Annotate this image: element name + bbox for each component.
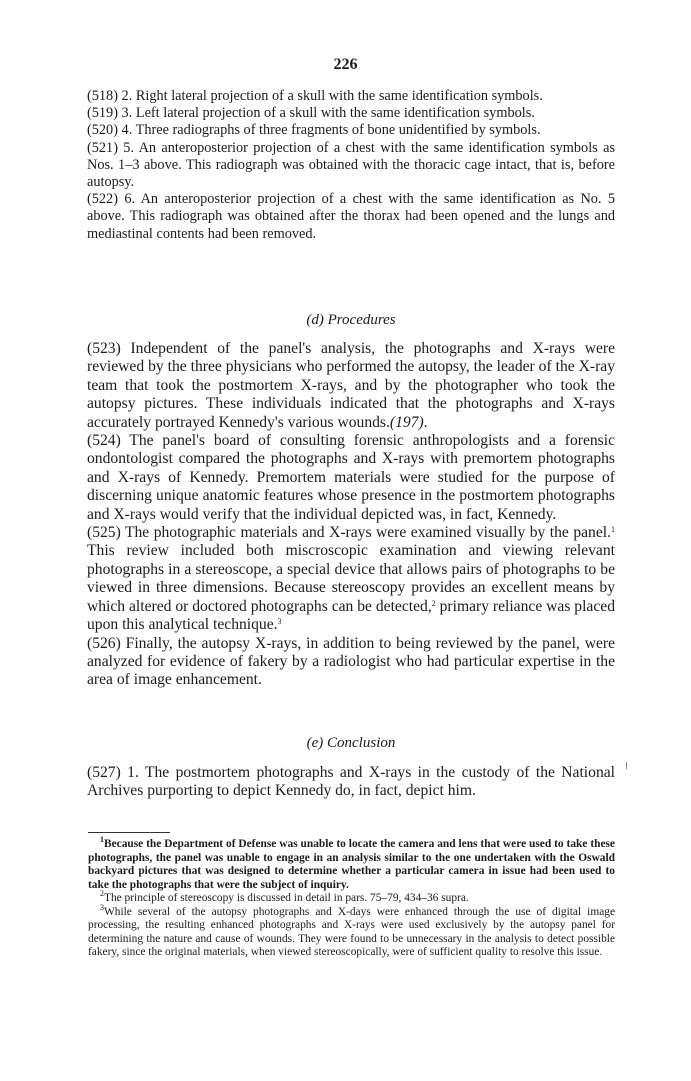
footnote-2 <box>88 889 615 906</box>
paragraph-523-text: (523) Independent of the panel's analysis, the photographs and X-rays were reviewed by the three physicians who performed the autopsy, the leader of the X-ray team that took the postmortem X-rays, and by the photographer who took the autopsy pictures. These individuals indicated that the photographs and X-rays accurately portrayed Kennedy's various wounds. <box>87 340 615 431</box>
footnote-3 <box>88 902 615 960</box>
footnote-2-text: The principle of stereoscopy is discussed in detail in pars. 75–79, 434–36 supra. <box>104 892 469 904</box>
paragraph-523-end: . <box>423 413 428 431</box>
reference-197: (197) <box>389 413 424 431</box>
paragraph-525-part2: This review included both miscroscopic examination and viewing relevant photographs in a stereoscope, a special device that allows pairs of photographs to be viewed in three dimensions. Because stereoscopy provides an excellent means by which altered or doctored photographs can be detected, <box>87 542 615 615</box>
paragraph-526: (526) Finally, the autopsy X-rays, in addition to being reviewed by the panel, were analyzed for evidence of fakery by a radiologist who had particular expertise in the area of image enhancement. <box>87 634 615 689</box>
stray-mark <box>626 762 627 769</box>
footnote-mark-2: 2 <box>100 889 104 898</box>
footnote-ref-2: 2 <box>431 598 436 608</box>
footnote-3-text: While several of the autopsy photographs and X-days were enhanced through the use of digital image processing, the resulting enhanced photographs and X-rays were used exclusively by the autopsy panel for determining the nature and cause of wounds. They were found to be unnecessary in the analysis to detect possible fakery, since the original materials, when viewed stereoscopically, were of sufficient quality to resolve this issue. <box>88 905 615 958</box>
conclusion-section <box>87 764 615 801</box>
paragraph-524: (524) The panel's board of consulting forensic anthropologists and a forensic ondontologist compared the photographs and X-rays with premortem photographs and X-rays of Kennedy. Premortem materials were studied for the purpose of discerning unique anatomic features whose presence in the postmortem photographs and X-rays would verify that the individual depicted was, in fact, Kennedy. <box>87 432 615 523</box>
footnote-1-text: Because the Department of Defense was unable to locate the camera and lens that were used to take these photographs, the panel was unable to engage in an analysis similar to the one undertaken with the Oswald backyard pictures that was designed to determine whether a particular camera in issue had been used to take the photographs that were the subject of inquiry. <box>88 838 615 891</box>
footnote-mark-1: 1 <box>100 835 104 844</box>
list-item-521: (521) 5. An anteroposterior projection of a chest with the same identification symbols as Nos. 1–3 above. This radiograph was obtained with the thoracic cage intact, that is, before autopsy. <box>87 139 615 191</box>
footnote-ref-3: 3 <box>277 617 282 627</box>
footnotes <box>88 835 615 960</box>
footnote-divider <box>88 832 170 833</box>
radiograph-list <box>87 88 615 243</box>
section-heading-conclusion: (e) Conclusion <box>306 735 396 751</box>
page-number: 226 <box>333 56 358 73</box>
paragraph-525 <box>87 524 615 634</box>
list-item-520: (520) 4. Three radiographs of three fragments of bone unidentified by symbols. <box>87 122 541 139</box>
section-heading-procedures: (d) Procedures <box>306 312 396 328</box>
list-item-518: (518) 2. Right lateral projection of a skull with the same identification symbols. <box>87 88 543 104</box>
footnote-1 <box>88 835 615 892</box>
list-item-522: (522) 6. An anteroposterior projection of a chest with the same identification as No. 5 above. This radiograph was obtained after the thorax had been opened and the lungs and mediastinal contents had been removed. <box>87 191 615 242</box>
paragraph-525-part1: (525) The photographic materials and X-rays were examined visually by the panel. <box>87 524 611 542</box>
paragraph-527: (527) 1. The postmortem photographs and X-rays in the custody of the National Archives purporting to depict Kennedy do, in fact, depict him. <box>87 764 615 800</box>
footnote-ref-1: 1 <box>611 525 615 535</box>
list-item-519: (519) 3. Left lateral projection of a skull with the same identification symbols. <box>87 105 535 122</box>
procedures-section <box>87 340 615 690</box>
paragraph-525-part3: primary reliance was placed upon this analytical technique. <box>87 597 615 634</box>
footnote-mark-3: 3 <box>100 902 104 912</box>
paragraph-523 <box>87 340 615 432</box>
